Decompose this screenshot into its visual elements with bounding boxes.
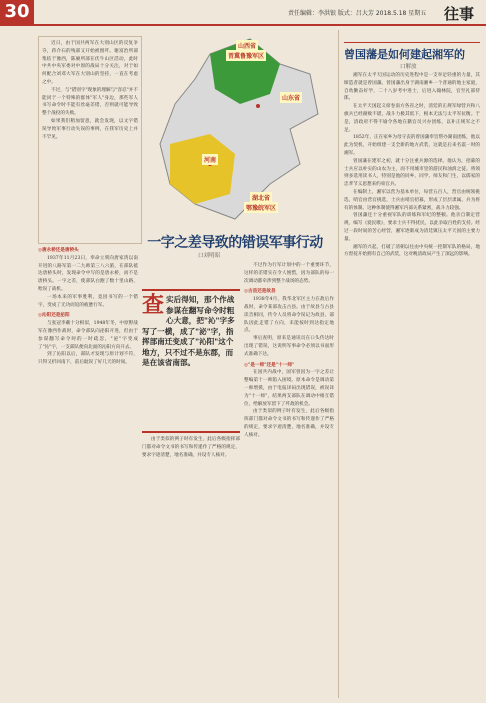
subheading: ◎古县还是故县 (244, 289, 276, 295)
intro-paragraph: 近日，由于国共两军在大别山区的反复争夺，蒋介石的残部又开始被围歼。谢富治所部集结于豫西，陈赓所部在伏牛山区活动，此时中共中央军委对中原的战局十分关注，对于如何配合刘邓大军在大别山的坚持，一直在考虑之中。 (42, 41, 138, 85)
paragraph: 1937年11月23日，奉命立刻向唐家湾以南开进的八路军第一二九师第三八六旅，在部队抵达唐桥头时，发现命令中写的是唐永桥，而不是唐桥头。一字之差，使部队白跑了数十里山路，贻误了战机。 (38, 255, 138, 292)
right-article-byline: 口解放 (400, 64, 417, 70)
section-title: 往事 (444, 5, 475, 23)
label-shandong: 山东省 (280, 92, 302, 103)
column-2 (244, 262, 334, 698)
label-shanxi-sub: 晋冀鲁豫军区 (226, 50, 266, 61)
subheading: ◎"是一师"还是"十一师" (244, 362, 295, 368)
paragraph: 事后查明，原来是通讯员在口头传达时出现了错误，这说明军事命令必须以书面形式准确下达。 (244, 336, 334, 357)
label-hubei-sub: 鄂豫皖军区 (244, 202, 278, 213)
column-1 (38, 244, 138, 699)
paragraph: 不过作为行军计划中的一个重要环节，这样的差错实在令人惋惜，因为部队的每一次调动都牵涉到整个战场的态势。 (244, 263, 334, 284)
paragraph: 湘军在太平天国运动的历史进程中是一支举足轻重的力量，其缔造者就是曾国藩。曾国藩出身于湖南湘乡一个普通的地主家庭，自幼勤奋好学，二十八岁考中进士，后进入翰林院，官至礼部侍郎。 (344, 73, 480, 102)
city-marker (256, 104, 260, 108)
page-header (0, 0, 486, 26)
map-graphic (140, 34, 325, 230)
title-rule (344, 42, 480, 43)
paragraph: 湘军的兴起，打破了清朝以往由中央统一控制军队的格局，地方督抚开始拥有自己的武装，这对晚清政局产生了深远的影响。 (344, 244, 480, 258)
paragraph: 在编制上，湘军以营为基本单位，每营五百人，营官由统领挑选，哨官由营官挑选，士兵由哨官招募，形成了层层隶属、兵为将有的体制。这种体制使得湘军内部关系紧密，战斗力较强。 (344, 189, 480, 211)
paragraph: 由于类似的例子时有发生，此后各级指挥部门都对命令文书的书写和传递作了严格的规定，要求字迹清楚，地名准确，并设专人核对。 (244, 409, 334, 438)
subheading: ◎沁阳还是泌阳 (38, 313, 70, 319)
column-divider (338, 30, 339, 698)
henan-map (140, 34, 325, 230)
intro-box (38, 36, 142, 244)
label-shanxi: 山西省 (236, 40, 258, 51)
paragraph: 由于类似的例子时有发生，此后各级指挥部门都对命令文书的书写和传递作了严格的规定，要求字迹清楚，地名准确，并设专人核对。 (142, 437, 240, 458)
column-1b (142, 436, 240, 698)
label-hubei: 湖北省 (250, 192, 272, 203)
paragraph: 曾国藩还十分重视军队的训练和军纪的整顿。他亲自制定营规，编写《爱民歌》，要求士兵不得扰民，以此争取百姓的支持。经过一段时间的苦心经营，湘军逐渐成为清廷镇压太平天国的主要力量。 (344, 213, 480, 242)
paragraph: 在国共内战中，国军曾因为一字之差让整编第十一师陷入困境。原本命令是调动第一师增援，由于电报译码出现错误，被误译为"十一师"，结果两支部队在调动中相互错位，给解放军留下了歼敌的机会。 (244, 370, 334, 407)
paragraph: 1852年，正在家乡为母守丧的曾国藩奉旨帮办湖南团练，他以此为契机，开始组建一支全新的地方武装，这就是后来名震一时的湘军。 (344, 135, 480, 156)
right-article-title: 曾国藩是如何建起湘军的 (344, 48, 465, 61)
right-column (344, 72, 480, 698)
pull-quote-text: 实后得知，那个作战参谋在翻写命令时粗心大意，把"沁"字多写了一横，成了"泌"字，指挥部南迁变成了"沁阳"这个地方，只不过不是东郡，而是在该省南部。 (142, 295, 235, 367)
intro-paragraph-2: 不过，与"错别字"现象的理解与"容忍"并不能同于一个特殊的群体"军人"身边，那些军人书写命令时不能有丝毫差错，否则就可能导致整个战役的失败。 (42, 87, 138, 117)
pull-quote-initial: 查 (142, 293, 165, 318)
pull-quote (142, 289, 240, 433)
subheading: ◎唐永桥还是唐桥头 (38, 248, 79, 253)
intro-paragraph-3: 如果我们稍加留意，就会发现，以文字错误导致军事行动失误的事例，在我军历史上并不罕见。 (42, 118, 138, 140)
paragraph: 到了沁阳以后，部队才发现与原计划不符，只得又折回南下，前后耽误了好几天的时间。 (38, 352, 138, 366)
paragraph: 曾国藩在建军之初，就十分注重兵源的选择。他认为，招募的士兵应以朴实的山农为主，而不用城市里的游民和油滑之徒。将领则多选用读书人，特别是他的同乡、同学、师友和门生，以儒家的忠孝节义思想来约束官兵。 (344, 158, 480, 188)
paragraph: 一场本来的军事胜利，竟因书写的一个错字，变成了无功而返的疲惫行军。 (38, 294, 138, 308)
label-henan: 河南 (202, 154, 218, 165)
article-headline: 一字之差导致的错误军事行动 (147, 235, 323, 251)
editor-meta: 责任编辑：李洪银 版式：吕大芳 2018.5.18 星期五 (288, 10, 427, 17)
paragraph: 与张冠李戴十分相似，1948年冬，中原野战军在豫西作战时，命令部队向泌阳开进，但由于参谋翻写命令时的一时疏忽，"泌"字变成了"沁"字，一支部队便向北面的沁阳方向开去。 (38, 321, 138, 350)
page-number: 30 (0, 0, 34, 24)
paragraph: 在太平天国起义席卷南方各省之时，清廷的正规军绿营兵和八旗兵已经腐败不堪，战斗力极其低下，根本无法与太平军抗衡。于是，清政府不得不谕令各地在籍官员兴办团练，以补正规军之不足。 (344, 104, 480, 133)
article-byline: 口刘明昭 (198, 253, 221, 259)
paragraph: 1938年4月，我华北军区主力在敌后作战时，命令某部攻击古县。由于故县与古县读音相同，传令人员将命令误记为故县，部队因此走错了方向，未能按时到达指定地点。 (244, 297, 334, 334)
